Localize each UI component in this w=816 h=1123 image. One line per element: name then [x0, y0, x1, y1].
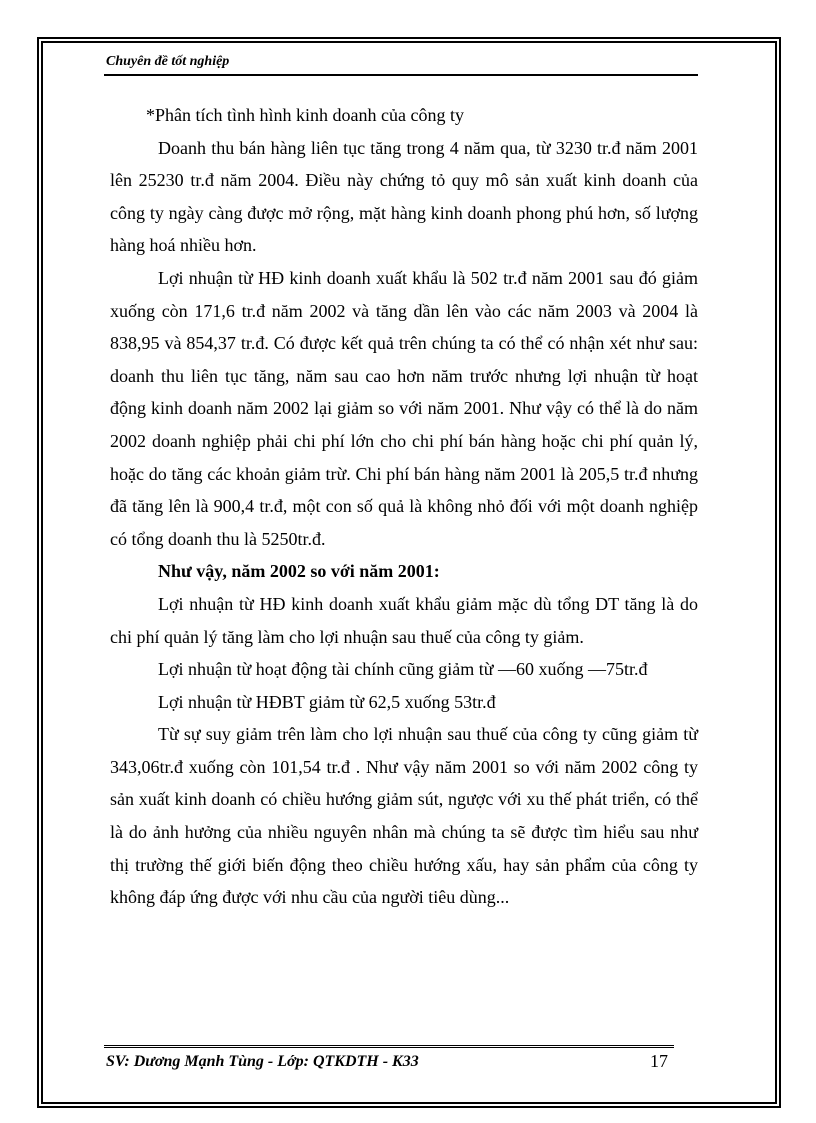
paragraph-hdbt-profit: Lợi nhuận từ HĐBT giảm từ 62,5 xuống 53tr.đ: [158, 691, 496, 712]
bold-subheading: Như vậy, năm 2002 so với năm 2001:: [158, 561, 440, 582]
footer-divider: [104, 1045, 674, 1048]
header-title: Chuyên đề tốt nghiệp: [106, 54, 230, 69]
header-divider: [104, 74, 698, 76]
section-heading: *Phân tích tình hình kinh doanh của công ty: [146, 105, 464, 125]
paragraph-profit: Lợi nhuận từ HĐ kinh doanh xuất khẩu là 502 tr.đ năm 2001 sau đó giảm xuống còn 171,6 tr.đ năm 2002 và tăng dần lên vào các năm 2003 và 2004 là 838,95 và 854,37 tr.đ. Có được kết quả trên chúng ta có thể có nhận xét như sau: doanh thu liên tục tăng, năm sau cao hơn năm trước nhưng lợi nhuận từ hoạt động kinh doanh năm 2002 lại giảm so với năm 2001. Như vậy có thể là do năm 2002 doanh nghiệp phải chi phí lớn cho chi phí bán hàng hoặc chi phí quản lý, hoặc do tăng các khoản giảm trừ. Chi phí bán hàng năm 2001 là 205,5 tr.đ nhưng đã tăng lên là 900,4 tr.đ, một con số quả là không nhỏ đối với một doanh nghiệp có tổng doanh thu là 5250tr.đ.: [110, 267, 698, 549]
footer-author: SV: Dương Mạnh Tùng - Lớp: QTKDTH - K33: [106, 1053, 419, 1070]
paragraph-financial-profit: Lợi nhuận từ hoạt động tài chính cũng giảm từ —60 xuống —75tr.đ: [158, 659, 648, 680]
page-header: [104, 51, 698, 77]
paragraph-revenue: Doanh thu bán hàng liên tục tăng trong 4 năm qua, từ 3230 tr.đ năm 2001 lên 25230 tr.đ năm 2004. Điều này chứng tỏ quy mô sản xuất kinh doanh của công ty ngày càng được mở rộng, mặt hàng kinh doanh phong phú hơn, số lượng hàng hoá nhiều hơn.: [110, 137, 698, 256]
paragraph-export-profit: Lợi nhuận từ HĐ kinh doanh xuất khẩu giảm mặc dù tổng DT tăng là do chi phí quản lý tăng làm cho lợi nhuận sau thuế của công ty giảm.: [110, 593, 698, 647]
document-body: [110, 99, 698, 914]
paragraph-conclusion: Từ sự suy giảm trên làm cho lợi nhuận sau thuế của công ty cũng giảm từ 343,06tr.đ xuống còn 101,54 tr.đ . Như vậy năm 2001 so với năm 2002 công ty sản xuất kinh doanh có chiều hướng giảm sút, ngược với xu thế phát triển, có thể là do ảnh hưởng của nhiều nguyên nhân mà chúng ta sẽ được tìm hiểu sau như thị trường thế giới biến động theo chiều hướng xấu, hay sản phẩm của công ty không đáp ứng được với nhu cầu của người tiêu dùng...: [110, 724, 698, 908]
page-number: 17: [650, 1051, 668, 1071]
page-footer: [104, 1045, 698, 1085]
